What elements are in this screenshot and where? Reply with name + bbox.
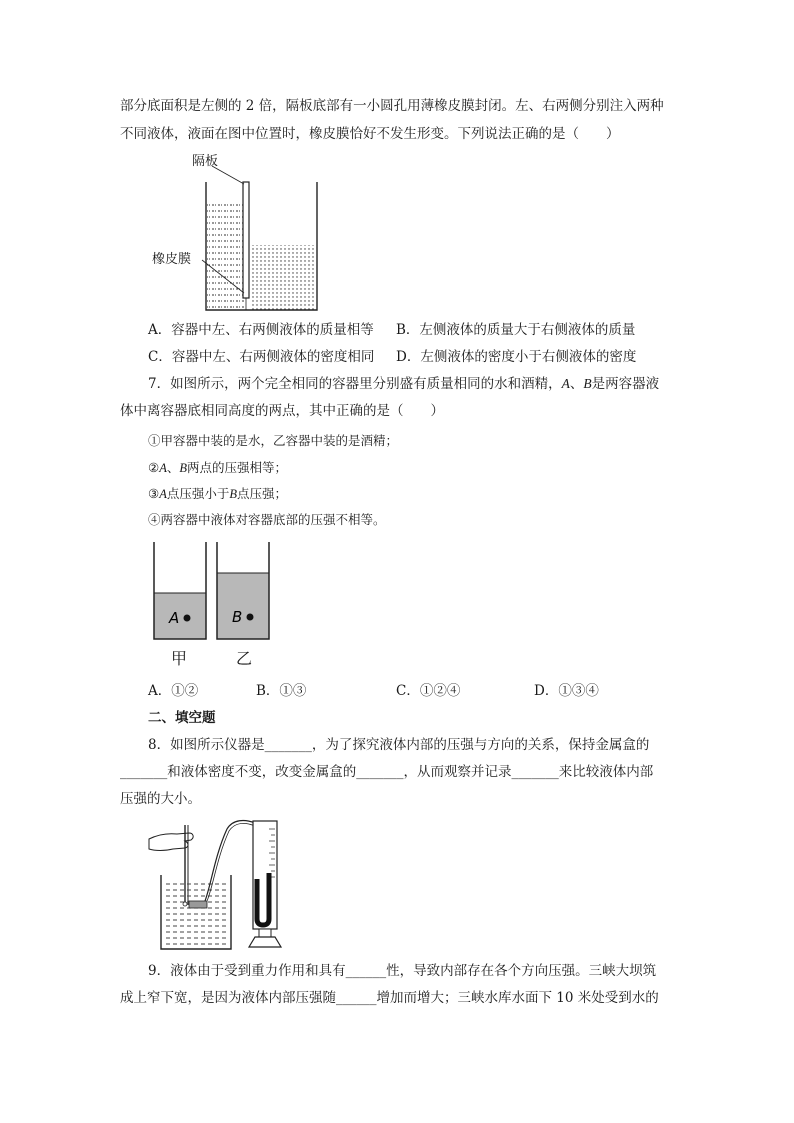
q7-statement-1: ①甲容器中装的是水，乙容器中装的是酒精； [148,433,399,448]
q7-line-1-part2: 是两容器液 [591,376,660,392]
yi-point-b: B [232,608,243,626]
q8-figure [145,815,285,955]
q9-line-2: 成上窄下宽，是因为液体内部压强随______增加而增大；三峡水库水面下 10 米处受到水的 [120,990,659,1006]
q7-s3-text: 点压强； [237,486,288,501]
metal-box [189,901,207,908]
stand-base [249,937,281,947]
partition-plate [243,182,249,298]
jia-point-a: A [169,609,180,627]
q6-line-2: 不同液体，液面在图中位置时，橡皮膜恰好不发生形变。下列说法正确的是（ ） [120,126,620,142]
q8-line-3: 压强的大小。 [120,791,201,807]
manometer-diagram [145,815,285,955]
q7-point-b: B [583,376,592,391]
q7-line-1 [148,374,659,394]
q9-line-1: 9．液体由于受到重力作用和具有______性，导致内部存在各个方向压强。三峡大坝筑 [148,963,657,979]
q7-s2-text: 两点的压强相等； [187,460,288,475]
partition-container-diagram [140,148,340,318]
q6-line-1: 部分底面积是左侧的 2 倍，隔板底部有一小圆孔用薄橡皮膜封闭。左、右两侧分别注入两种 [120,98,664,114]
membrane-label: 橡皮膜 [152,252,192,267]
q7-line-2: 体中离容器底相同高度的两点，其中正确的是（ ） [120,403,444,419]
q7-option-d: D．①③④ [534,683,599,699]
left-liquid [207,200,244,310]
q6-option-b: B．左侧液体的质量大于右侧液体的质量 [396,322,636,338]
q7-s3-a: A [159,487,167,501]
q7-option-c: C．①②④ [396,683,461,699]
q6-option-c: C．容器中左、右两侧液体的密度相同 [148,349,375,365]
yi-liquid [217,573,269,639]
q7-s2-num: ② [148,460,160,475]
q7-s2-sep: 、 [166,460,180,475]
q7-s3-num: ③ [148,486,160,501]
jia-liquid [154,593,206,639]
q7-statement-3 [148,484,287,504]
q7-separator: 、 [569,376,584,392]
partition-label: 隔板 [192,154,219,169]
q7-option-a: A．①② [148,683,199,699]
q7-point-a: A [561,376,570,391]
q6-option-d: D．左侧液体的密度小于右侧液体的密度 [396,349,637,365]
q6-figure [140,148,340,318]
q8-line-2: _______和液体密度不变，改变金属盒的_______，从而观察并记录_______来比较液体内部 [120,764,654,780]
q7-line-1-part1: 7．如图所示，两个完全相同的容器里分别盛有质量相同的水和酒精， [148,376,562,392]
right-liquid [250,245,316,310]
hand-icon [149,833,193,851]
q6-option-a: A．容器中左、右两侧液体的质量相等 [148,322,374,338]
q7-statement-4: ④两容器中液体对容器底部的压强不相等。 [148,512,386,527]
yi-label: 乙 [236,649,253,668]
q7-statement-2 [148,458,287,478]
two-containers-diagram [148,540,278,640]
q8-line-1: 8．如图所示仪器是_______，为了探究液体内部的压强与方向的关系，保持金属盒的 [148,737,650,753]
section-title: 二、填空题 [148,710,216,726]
q7-figure [148,540,278,670]
q7-s3-b: B [229,487,238,501]
jia-label: 甲 [171,649,188,668]
q7-s2-b: B [179,461,188,475]
q7-s2-a: A [159,461,167,475]
q7-s3-mid: 点压强小于 [166,486,230,501]
q7-option-b: B．①③ [256,683,307,699]
